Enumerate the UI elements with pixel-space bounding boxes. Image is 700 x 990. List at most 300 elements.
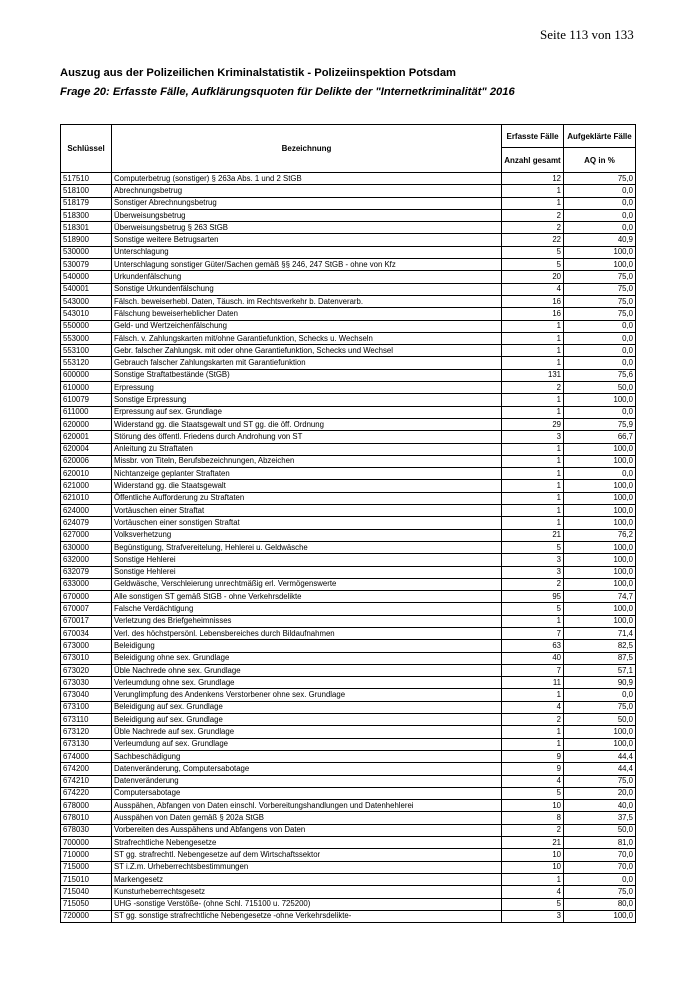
table-row bbox=[61, 886, 636, 898]
cell-recorded-count: 1 bbox=[502, 480, 564, 492]
cell-recorded-count: 10 bbox=[502, 861, 564, 873]
table-row bbox=[61, 369, 636, 381]
cell-clearance-rate: 66,7 bbox=[564, 431, 636, 443]
cell-recorded-count: 10 bbox=[502, 849, 564, 861]
cell-recorded-count: 1 bbox=[502, 468, 564, 480]
cell-key: 518900 bbox=[61, 234, 112, 246]
cell-clearance-rate: 100,0 bbox=[564, 615, 636, 627]
cell-description: Verleumdung ohne sex. Grundlage bbox=[112, 677, 502, 689]
table-row bbox=[61, 812, 636, 824]
cell-key: 553000 bbox=[61, 332, 112, 344]
table-row bbox=[61, 898, 636, 910]
cell-clearance-rate: 81,0 bbox=[564, 837, 636, 849]
cell-description: Geld- und Wertzeichenfälschung bbox=[112, 320, 502, 332]
cell-recorded-count: 2 bbox=[502, 824, 564, 836]
cell-recorded-count: 20 bbox=[502, 271, 564, 283]
cell-clearance-rate: 80,0 bbox=[564, 898, 636, 910]
cell-key: 624079 bbox=[61, 517, 112, 529]
cell-clearance-rate: 44,4 bbox=[564, 763, 636, 775]
table-row bbox=[61, 910, 636, 922]
cell-key: 670034 bbox=[61, 627, 112, 639]
cell-description: Datenveränderung bbox=[112, 775, 502, 787]
cell-recorded-count: 2 bbox=[502, 209, 564, 221]
cell-recorded-count: 7 bbox=[502, 627, 564, 639]
table-row bbox=[61, 320, 636, 332]
cell-recorded-count: 5 bbox=[502, 541, 564, 553]
cell-recorded-count: 3 bbox=[502, 431, 564, 443]
table-row bbox=[61, 578, 636, 590]
cell-recorded-count: 4 bbox=[502, 775, 564, 787]
table-row bbox=[61, 382, 636, 394]
cell-clearance-rate: 50,0 bbox=[564, 382, 636, 394]
table-row bbox=[61, 308, 636, 320]
cell-recorded-count: 5 bbox=[502, 787, 564, 799]
table-row bbox=[61, 664, 636, 676]
cell-description: Fälsch. beweiserhebl. Daten, Täusch. im Rechtsverkehr b. Datenverarb. bbox=[112, 295, 502, 307]
cell-key: 673120 bbox=[61, 726, 112, 738]
cell-description: Geldwäsche, Verschleierung unrechtmäßig erl. Vermögenswerte bbox=[112, 578, 502, 590]
cell-key: 620006 bbox=[61, 455, 112, 467]
table-row bbox=[61, 345, 636, 357]
cell-recorded-count: 3 bbox=[502, 566, 564, 578]
cell-recorded-count: 1 bbox=[502, 505, 564, 517]
cell-recorded-count: 10 bbox=[502, 800, 564, 812]
cell-key: 540001 bbox=[61, 283, 112, 295]
cell-key: 621010 bbox=[61, 492, 112, 504]
table-row bbox=[61, 234, 636, 246]
cell-key: 700000 bbox=[61, 837, 112, 849]
cell-recorded-count: 9 bbox=[502, 763, 564, 775]
cell-description: ST gg. sonstige strafrechtliche Nebengesetze -ohne Verkehrsdelikte- bbox=[112, 910, 502, 922]
cell-key: 674000 bbox=[61, 750, 112, 762]
cell-description: Widerstand gg. die Staatsgewalt bbox=[112, 480, 502, 492]
cell-clearance-rate: 0,0 bbox=[564, 320, 636, 332]
table-row bbox=[61, 775, 636, 787]
cell-clearance-rate: 71,4 bbox=[564, 627, 636, 639]
table-row bbox=[61, 615, 636, 627]
cell-recorded-count: 4 bbox=[502, 886, 564, 898]
cell-description: Sonstige Erpressung bbox=[112, 394, 502, 406]
cell-recorded-count: 21 bbox=[502, 837, 564, 849]
header-key: Schlüssel bbox=[61, 125, 112, 173]
cell-description: Vortäuschen einer Straftat bbox=[112, 505, 502, 517]
cell-key: 543000 bbox=[61, 295, 112, 307]
table-row bbox=[61, 185, 636, 197]
cell-key: 670017 bbox=[61, 615, 112, 627]
cell-recorded-count: 1 bbox=[502, 738, 564, 750]
table-row bbox=[61, 418, 636, 430]
cell-recorded-count: 1 bbox=[502, 332, 564, 344]
cell-key: 620001 bbox=[61, 431, 112, 443]
cell-clearance-rate: 75,0 bbox=[564, 886, 636, 898]
table-body bbox=[61, 173, 636, 923]
header-recorded-total: Anzahl gesamt bbox=[502, 148, 564, 173]
cell-clearance-rate: 44,4 bbox=[564, 750, 636, 762]
table-row bbox=[61, 837, 636, 849]
cell-key: 518100 bbox=[61, 185, 112, 197]
cell-description: Nichtanzeige geplanter Straftaten bbox=[112, 468, 502, 480]
cell-clearance-rate: 57,1 bbox=[564, 664, 636, 676]
table-row bbox=[61, 738, 636, 750]
cell-description: Überweisungsbetrug § 263 StGB bbox=[112, 222, 502, 234]
cell-recorded-count: 29 bbox=[502, 418, 564, 430]
cell-clearance-rate: 87,5 bbox=[564, 652, 636, 664]
cell-description: Verl. des höchstpersönl. Lebensbereiches durch Bildaufnahmen bbox=[112, 627, 502, 639]
cell-clearance-rate: 75,0 bbox=[564, 775, 636, 787]
cell-description: Gebr. falscher Zahlungsk. mit oder ohne Garantiefunktion, Schecks und Wechsel bbox=[112, 345, 502, 357]
cell-description: Sonstiger Abrechnungsbetrug bbox=[112, 197, 502, 209]
cell-description: Verunglimpfung des Andenkens Verstorbener ohne sex. Grundlage bbox=[112, 689, 502, 701]
cell-description: Üble Nachrede auf sex. Grundlage bbox=[112, 726, 502, 738]
cell-recorded-count: 40 bbox=[502, 652, 564, 664]
table-row bbox=[61, 627, 636, 639]
cell-key: 674210 bbox=[61, 775, 112, 787]
cell-recorded-count: 4 bbox=[502, 701, 564, 713]
table-row bbox=[61, 259, 636, 271]
cell-recorded-count: 1 bbox=[502, 873, 564, 885]
cell-description: Computersabotage bbox=[112, 787, 502, 799]
cell-recorded-count: 1 bbox=[502, 689, 564, 701]
table-row bbox=[61, 714, 636, 726]
table-row bbox=[61, 750, 636, 762]
cell-recorded-count: 1 bbox=[502, 197, 564, 209]
cell-recorded-count: 131 bbox=[502, 369, 564, 381]
cell-key: 674220 bbox=[61, 787, 112, 799]
cell-description: Verleumdung auf sex. Grundlage bbox=[112, 738, 502, 750]
cell-clearance-rate: 100,0 bbox=[564, 455, 636, 467]
cell-key: 518300 bbox=[61, 209, 112, 221]
cell-description: Sonstige Straftatbestände (StGB) bbox=[112, 369, 502, 381]
cell-recorded-count: 3 bbox=[502, 554, 564, 566]
cell-recorded-count: 4 bbox=[502, 283, 564, 295]
cell-clearance-rate: 100,0 bbox=[564, 554, 636, 566]
cell-clearance-rate: 75,6 bbox=[564, 369, 636, 381]
cell-recorded-count: 1 bbox=[502, 443, 564, 455]
statistics-table bbox=[60, 124, 636, 923]
page-number: Seite 113 von 133 bbox=[540, 27, 634, 42]
cell-clearance-rate: 75,0 bbox=[564, 308, 636, 320]
cell-clearance-rate: 70,0 bbox=[564, 861, 636, 873]
cell-key: 632000 bbox=[61, 554, 112, 566]
cell-key: 633000 bbox=[61, 578, 112, 590]
cell-description: Fälschung beweiserheblicher Daten bbox=[112, 308, 502, 320]
cell-recorded-count: 12 bbox=[502, 173, 564, 185]
cell-recorded-count: 11 bbox=[502, 677, 564, 689]
cell-description: Sonstige Urkundenfälschung bbox=[112, 283, 502, 295]
cell-key: 540000 bbox=[61, 271, 112, 283]
cell-clearance-rate: 50,0 bbox=[564, 824, 636, 836]
table-row bbox=[61, 652, 636, 664]
cell-description: Erpressung bbox=[112, 382, 502, 394]
table-row bbox=[61, 529, 636, 541]
cell-description: Störung des öffentl. Friedens durch Androhung von ST bbox=[112, 431, 502, 443]
cell-clearance-rate: 0,0 bbox=[564, 185, 636, 197]
cell-description: Computerbetrug (sonstiger) § 263a Abs. 1 und 2 StGB bbox=[112, 173, 502, 185]
document-subtitle: Frage 20: Erfasste Fälle, Aufklärungsquoten für Delikte der "Internetkriminalität" 2016 bbox=[60, 86, 515, 98]
table-row bbox=[61, 541, 636, 553]
cell-key: 673010 bbox=[61, 652, 112, 664]
cell-recorded-count: 9 bbox=[502, 750, 564, 762]
cell-clearance-rate: 100,0 bbox=[564, 578, 636, 590]
cell-clearance-rate: 100,0 bbox=[564, 566, 636, 578]
cell-description: Urkundenfälschung bbox=[112, 271, 502, 283]
table-row bbox=[61, 295, 636, 307]
cell-description: Beleidigung auf sex. Grundlage bbox=[112, 714, 502, 726]
cell-recorded-count: 3 bbox=[502, 910, 564, 922]
cell-key: 673110 bbox=[61, 714, 112, 726]
cell-description: Sonstige Hehlerei bbox=[112, 554, 502, 566]
cell-clearance-rate: 100,0 bbox=[564, 738, 636, 750]
cell-clearance-rate: 75,9 bbox=[564, 418, 636, 430]
table-row bbox=[61, 591, 636, 603]
header-clearance-rate: AQ in % bbox=[564, 148, 636, 173]
cell-key: 715050 bbox=[61, 898, 112, 910]
cell-clearance-rate: 0,0 bbox=[564, 332, 636, 344]
table-row bbox=[61, 873, 636, 885]
cell-key: 673040 bbox=[61, 689, 112, 701]
cell-clearance-rate: 0,0 bbox=[564, 345, 636, 357]
cell-key: 530079 bbox=[61, 259, 112, 271]
cell-key: 715040 bbox=[61, 886, 112, 898]
table-row bbox=[61, 197, 636, 209]
cell-clearance-rate: 0,0 bbox=[564, 873, 636, 885]
header-recorded-cases: Erfasste Fälle bbox=[502, 125, 564, 148]
table-row bbox=[61, 480, 636, 492]
cell-clearance-rate: 100,0 bbox=[564, 517, 636, 529]
cell-description: Fälsch. v. Zahlungskarten mit/ohne Garantiefunktion, Schecks u. Wechseln bbox=[112, 332, 502, 344]
cell-key: 673000 bbox=[61, 640, 112, 652]
table-row bbox=[61, 640, 636, 652]
table-row bbox=[61, 849, 636, 861]
table-row bbox=[61, 443, 636, 455]
table-row bbox=[61, 246, 636, 258]
cell-key: 610079 bbox=[61, 394, 112, 406]
cell-description: Verletzung des Briefgeheimnisses bbox=[112, 615, 502, 627]
cell-clearance-rate: 0,0 bbox=[564, 689, 636, 701]
cell-key: 621000 bbox=[61, 480, 112, 492]
cell-key: 673020 bbox=[61, 664, 112, 676]
cell-description: Ausspähen von Daten gemäß § 202a StGB bbox=[112, 812, 502, 824]
table-row bbox=[61, 283, 636, 295]
cell-description: Begünstigung, Strafvereitelung, Hehlerei u. Geldwäsche bbox=[112, 541, 502, 553]
table-row bbox=[61, 566, 636, 578]
cell-description: Widerstand gg. die Staatsgewalt und ST gg. die öff. Ordnung bbox=[112, 418, 502, 430]
cell-recorded-count: 63 bbox=[502, 640, 564, 652]
cell-description: Unterschlagung sonstiger Güter/Sachen gemäß §§ 246, 247 StGB - ohne von Kfz bbox=[112, 259, 502, 271]
cell-recorded-count: 95 bbox=[502, 591, 564, 603]
cell-key: 620004 bbox=[61, 443, 112, 455]
cell-description: Datenveränderung, Computersabotage bbox=[112, 763, 502, 775]
cell-recorded-count: 7 bbox=[502, 664, 564, 676]
cell-clearance-rate: 0,0 bbox=[564, 357, 636, 369]
cell-description: Kunsturheberrechtsgesetz bbox=[112, 886, 502, 898]
cell-description: Ausspähen, Abfangen von Daten einschl. Vorbereitungshandlungen und Datenhehlerei bbox=[112, 800, 502, 812]
table-row bbox=[61, 726, 636, 738]
cell-key: 715000 bbox=[61, 861, 112, 873]
cell-description: Abrechnungsbetrug bbox=[112, 185, 502, 197]
cell-description: Falsche Verdächtigung bbox=[112, 603, 502, 615]
table-row bbox=[61, 431, 636, 443]
cell-recorded-count: 1 bbox=[502, 492, 564, 504]
cell-recorded-count: 21 bbox=[502, 529, 564, 541]
table-row bbox=[61, 824, 636, 836]
cell-clearance-rate: 90,9 bbox=[564, 677, 636, 689]
cell-clearance-rate: 100,0 bbox=[564, 480, 636, 492]
cell-key: 624000 bbox=[61, 505, 112, 517]
cell-recorded-count: 2 bbox=[502, 714, 564, 726]
cell-clearance-rate: 0,0 bbox=[564, 468, 636, 480]
table-row bbox=[61, 505, 636, 517]
cell-description: Vorbereiten des Ausspähens und Abfangens von Daten bbox=[112, 824, 502, 836]
cell-recorded-count: 1 bbox=[502, 455, 564, 467]
cell-clearance-rate: 100,0 bbox=[564, 443, 636, 455]
cell-clearance-rate: 100,0 bbox=[564, 394, 636, 406]
cell-recorded-count: 5 bbox=[502, 246, 564, 258]
cell-description: Markengesetz bbox=[112, 873, 502, 885]
cell-key: 673100 bbox=[61, 701, 112, 713]
table-row bbox=[61, 492, 636, 504]
cell-key: 610000 bbox=[61, 382, 112, 394]
cell-recorded-count: 2 bbox=[502, 222, 564, 234]
cell-key: 674200 bbox=[61, 763, 112, 775]
table-row bbox=[61, 406, 636, 418]
header-description: Bezeichnung bbox=[112, 125, 502, 173]
cell-recorded-count: 1 bbox=[502, 517, 564, 529]
cell-clearance-rate: 75,0 bbox=[564, 271, 636, 283]
table-row bbox=[61, 222, 636, 234]
cell-key: 550000 bbox=[61, 320, 112, 332]
cell-key: 518179 bbox=[61, 197, 112, 209]
cell-clearance-rate: 70,0 bbox=[564, 849, 636, 861]
cell-key: 553100 bbox=[61, 345, 112, 357]
cell-clearance-rate: 0,0 bbox=[564, 209, 636, 221]
cell-description: Vortäuschen einer sonstigen Straftat bbox=[112, 517, 502, 529]
cell-recorded-count: 16 bbox=[502, 295, 564, 307]
cell-key: 627000 bbox=[61, 529, 112, 541]
table-row bbox=[61, 554, 636, 566]
cell-clearance-rate: 20,0 bbox=[564, 787, 636, 799]
cell-key: 673030 bbox=[61, 677, 112, 689]
cell-recorded-count: 1 bbox=[502, 185, 564, 197]
cell-key: 678000 bbox=[61, 800, 112, 812]
cell-recorded-count: 22 bbox=[502, 234, 564, 246]
table-row bbox=[61, 332, 636, 344]
cell-key: 620010 bbox=[61, 468, 112, 480]
cell-clearance-rate: 82,5 bbox=[564, 640, 636, 652]
cell-key: 553120 bbox=[61, 357, 112, 369]
cell-description: Gebrauch falscher Zahlungskarten mit Garantiefunktion bbox=[112, 357, 502, 369]
cell-description: Unterschlagung bbox=[112, 246, 502, 258]
table-row bbox=[61, 689, 636, 701]
cell-clearance-rate: 0,0 bbox=[564, 197, 636, 209]
table-row bbox=[61, 677, 636, 689]
table-row bbox=[61, 787, 636, 799]
table-row bbox=[61, 603, 636, 615]
cell-key: 630000 bbox=[61, 541, 112, 553]
cell-key: 715010 bbox=[61, 873, 112, 885]
cell-clearance-rate: 100,0 bbox=[564, 910, 636, 922]
cell-description: Erpressung auf sex. Grundlage bbox=[112, 406, 502, 418]
table-row bbox=[61, 763, 636, 775]
cell-clearance-rate: 100,0 bbox=[564, 246, 636, 258]
cell-description: Alle sonstigen ST gemäß StGB - ohne Verkehrsdelikte bbox=[112, 591, 502, 603]
table-row bbox=[61, 701, 636, 713]
cell-recorded-count: 1 bbox=[502, 406, 564, 418]
cell-recorded-count: 16 bbox=[502, 308, 564, 320]
cell-recorded-count: 1 bbox=[502, 726, 564, 738]
cell-recorded-count: 5 bbox=[502, 898, 564, 910]
cell-clearance-rate: 75,0 bbox=[564, 295, 636, 307]
cell-clearance-rate: 75,0 bbox=[564, 283, 636, 295]
cell-key: 600000 bbox=[61, 369, 112, 381]
cell-description: Beleidigung bbox=[112, 640, 502, 652]
cell-recorded-count: 5 bbox=[502, 603, 564, 615]
cell-description: Öffentliche Aufforderung zu Straftaten bbox=[112, 492, 502, 504]
cell-description: Sonstige Hehlerei bbox=[112, 566, 502, 578]
cell-recorded-count: 1 bbox=[502, 615, 564, 627]
cell-description: Beleidigung ohne sex. Grundlage bbox=[112, 652, 502, 664]
cell-description: ST gg. strafrechtl. Nebengesetze auf dem Wirtschaftssektor bbox=[112, 849, 502, 861]
cell-description: Sachbeschädigung bbox=[112, 750, 502, 762]
cell-recorded-count: 5 bbox=[502, 259, 564, 271]
cell-key: 518301 bbox=[61, 222, 112, 234]
cell-key: 670000 bbox=[61, 591, 112, 603]
cell-clearance-rate: 50,0 bbox=[564, 714, 636, 726]
cell-recorded-count: 1 bbox=[502, 357, 564, 369]
cell-clearance-rate: 0,0 bbox=[564, 406, 636, 418]
cell-key: 678010 bbox=[61, 812, 112, 824]
cell-key: 670007 bbox=[61, 603, 112, 615]
cell-clearance-rate: 40,0 bbox=[564, 800, 636, 812]
cell-recorded-count: 2 bbox=[502, 382, 564, 394]
cell-clearance-rate: 100,0 bbox=[564, 541, 636, 553]
cell-clearance-rate: 100,0 bbox=[564, 492, 636, 504]
table-row bbox=[61, 517, 636, 529]
cell-description: Üble Nachrede ohne sex. Grundlage bbox=[112, 664, 502, 676]
cell-clearance-rate: 100,0 bbox=[564, 505, 636, 517]
header-solved-cases: Aufgeklärte Fälle bbox=[564, 125, 636, 148]
cell-recorded-count: 1 bbox=[502, 394, 564, 406]
cell-key: 517510 bbox=[61, 173, 112, 185]
cell-description: Anleitung zu Straftaten bbox=[112, 443, 502, 455]
cell-clearance-rate: 37,5 bbox=[564, 812, 636, 824]
cell-key: 620000 bbox=[61, 418, 112, 430]
table-row bbox=[61, 800, 636, 812]
cell-description: ST i.Z.m. Urheberrechtsbestimmungen bbox=[112, 861, 502, 873]
cell-description: Missbr. von Titeln, Berufsbezeichnungen, Abzeichen bbox=[112, 455, 502, 467]
cell-recorded-count: 1 bbox=[502, 320, 564, 332]
cell-recorded-count: 1 bbox=[502, 345, 564, 357]
cell-key: 673130 bbox=[61, 738, 112, 750]
cell-key: 543010 bbox=[61, 308, 112, 320]
cell-key: 530000 bbox=[61, 246, 112, 258]
cell-description: Überweisungsbetrug bbox=[112, 209, 502, 221]
cell-clearance-rate: 76,2 bbox=[564, 529, 636, 541]
cell-key: 611000 bbox=[61, 406, 112, 418]
cell-description: Volksverhetzung bbox=[112, 529, 502, 541]
cell-clearance-rate: 40,9 bbox=[564, 234, 636, 246]
cell-key: 720000 bbox=[61, 910, 112, 922]
table-row bbox=[61, 861, 636, 873]
cell-key: 710000 bbox=[61, 849, 112, 861]
table-row bbox=[61, 271, 636, 283]
cell-description: Strafrechtliche Nebengesetze bbox=[112, 837, 502, 849]
cell-clearance-rate: 100,0 bbox=[564, 726, 636, 738]
document-title: Auszug aus der Polizeilichen Kriminalstatistik - Polizeiinspektion Potsdam bbox=[60, 67, 456, 79]
cell-description: Sonstige weitere Betrugsarten bbox=[112, 234, 502, 246]
table-row bbox=[61, 209, 636, 221]
table-row bbox=[61, 394, 636, 406]
